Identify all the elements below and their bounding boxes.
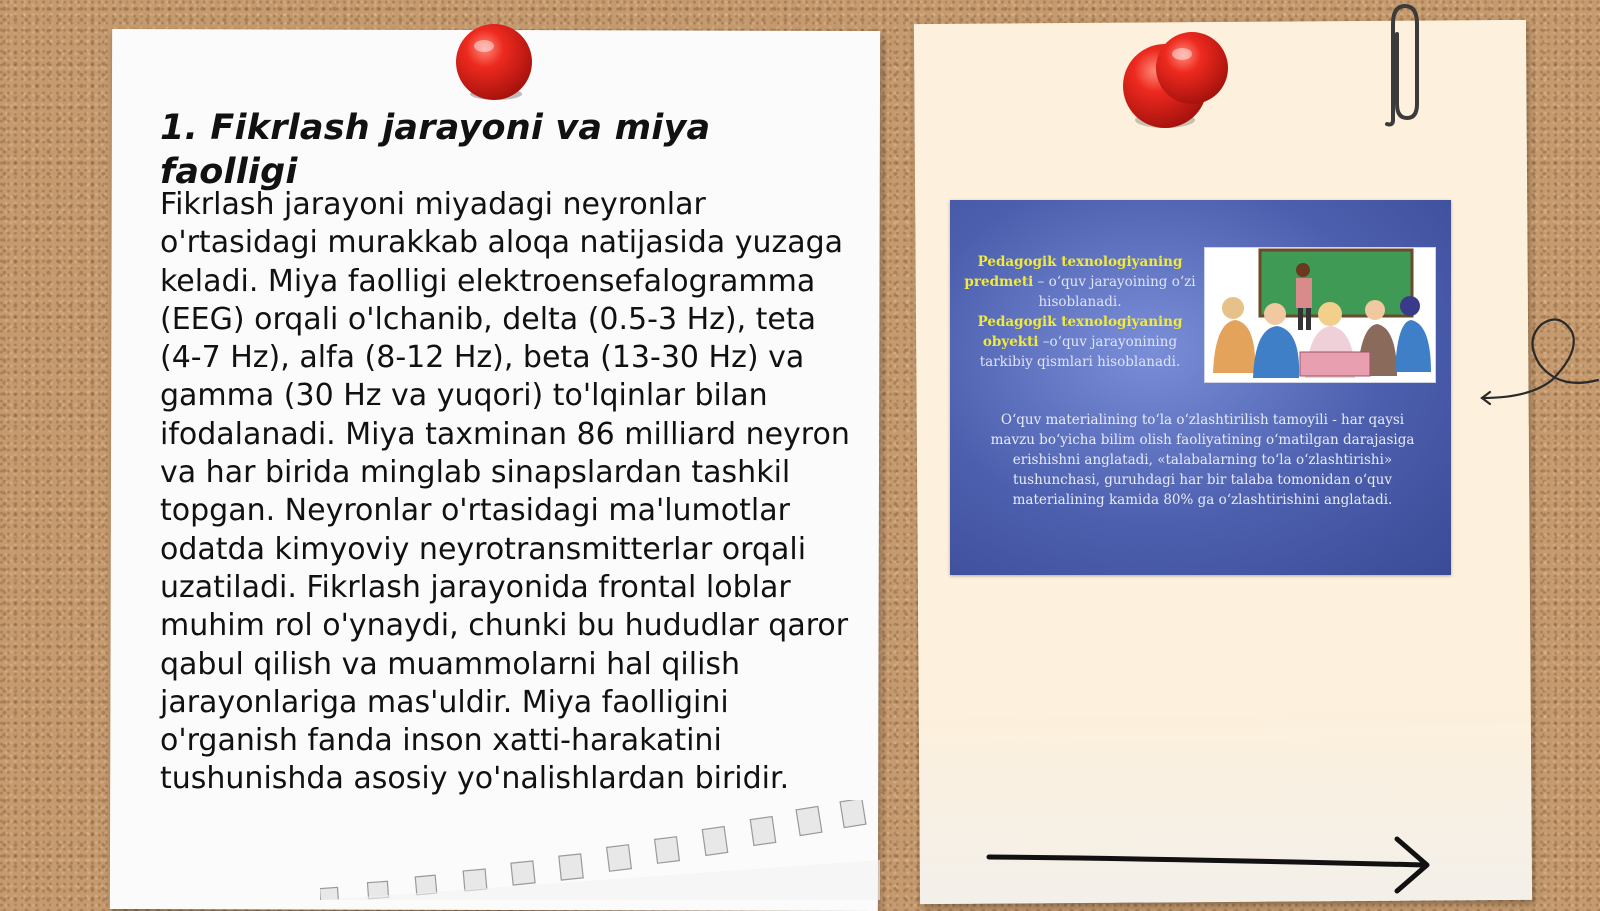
- slide-def-subject: – o‘quv jarayoining o‘zi hisoblanadi.: [1033, 274, 1196, 310]
- slide-term-object: Pedagogik texnologiyaning obyekti: [977, 314, 1183, 350]
- slide-def-object: –o‘quv jarayonining tarkibiy qismlari hisoblanadi.: [979, 334, 1181, 370]
- section-heading: 1. Fikrlash jarayoni va miya faolligi: [160, 108, 711, 192]
- body-paragraph: Fikrlash jarayoni miyadagi neyronlar o'rtasidagi murakkab aloqa natijasida yuzaga keladi. Miya faolligi elektroensefalogramma (EEG) orqali o'lchanib, delta (0.5-3 Hz), teta (4-7 Hz), alfa (8-12 Hz), beta (13-30 Hz) va gamma (30 Hz va yuqori) to'lqinlar bilan ifodalanadi. Miya taxminan 86 milliard neyron va har birida minglab sinapslardan tashkil topgan. Neyronlar o'rtasidagi ma'lumotlar odatda kimyoviy neyrotransmitterlar orqali uzatiladi. Fikrlash jarayonida frontal loblar muhim rol o'ynaydi, chunki bu hududlar qaror qabul qilish va muammolarni hal qilish jarayonlariga mas'uldir. Miya faolligini o'rganish fanda inson xatti-harakatini tushunishda asosiy yo'nalishlardan biridir.: [160, 187, 850, 797]
- red-pushpin-icon: [1120, 28, 1240, 138]
- paper-clip-icon: [1375, 0, 1425, 130]
- classroom-illustration-icon: [1205, 248, 1435, 382]
- arrow-right-icon: [985, 835, 1445, 895]
- lecture-slide-image: [950, 200, 1451, 575]
- curly-arrow-icon: [1480, 310, 1600, 410]
- classroom-illustration: [1204, 247, 1436, 383]
- slide-term-subject: Pedagogik texnologiyaning predmeti: [964, 254, 1183, 290]
- slide-definitions: [960, 252, 1200, 372]
- red-pushpin-icon: [452, 20, 536, 104]
- slide-paragraph: O‘quv materialining to‘la o‘zlashtirilish tamoyili - har qaysi mavzu bo‘yicha bilim olish faoliyatining o‘matilgan darajasiga erishishni anglatadi, «talabalarning to‘la o‘zlashtirishi» tushunchasi, guruhdagi har bir talaba tomonidan o‘quv materialining kamida 80% ga o‘zlashtirishini anglatadi.: [990, 412, 1415, 508]
- torn-spiral-edge: [320, 800, 880, 900]
